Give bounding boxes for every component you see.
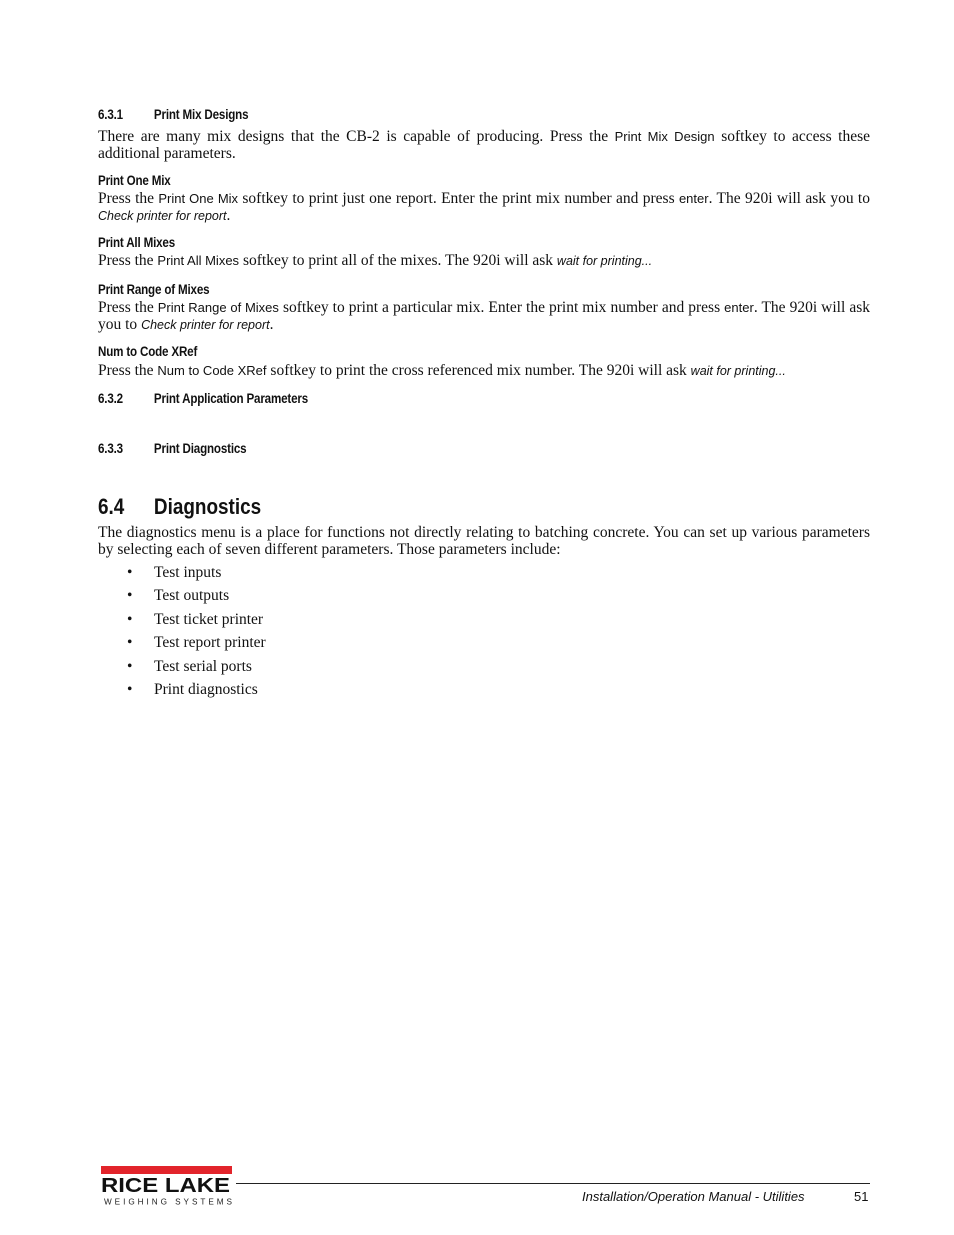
section-number: 6.3.1 <box>98 107 123 122</box>
list-item-text: Test ticket printer <box>154 610 264 628</box>
diagnostics-intro: The diagnostics menu is a place for functions not directly relating to batching concrete. You can set up various parameters by selecting each of seven different parameters. Those parameters include: <box>98 524 870 558</box>
xref-heading: Num to Code XRef <box>98 344 198 359</box>
bullet-marker: • <box>127 657 133 675</box>
bullet-marker: • <box>127 564 133 581</box>
section-6-3-2-heading <box>98 391 308 406</box>
section-number: 6.3.3 <box>98 441 123 456</box>
display-prompt: Check printer for report <box>98 209 227 223</box>
list-item <box>98 658 870 681</box>
softkey-name: Print Mix Design <box>614 129 715 144</box>
section-title: Print Application Parameters <box>153 391 309 406</box>
svg-text:RICE LAKE: RICE LAKE <box>101 1175 230 1197</box>
mix-designs-intro: There are many mix designs that the CB-2 is capable of producing. Press the Print Mix Design softkey to access these additional parameters. <box>98 128 871 162</box>
display-prompt: Check printer for report <box>141 318 270 332</box>
list-item-text: Test outputs <box>154 587 230 605</box>
print-range-text: Press the Print Range of Mixes softkey to print a particular mix. Enter the print mix number and press enter. The 920i will ask you to Check printer for report. <box>98 299 870 333</box>
list-item-text: Test inputs <box>154 564 222 581</box>
enter-key: enter <box>724 300 754 315</box>
section-6-3-1-heading <box>98 107 248 122</box>
bullet-marker: • <box>127 680 133 698</box>
xref-text: Press the Num to Code XRef softkey to print the cross referenced mix number. The 920i will ask wait for printing... <box>98 362 786 379</box>
rice-lake-logo <box>98 1163 236 1209</box>
page-number: 51 <box>854 1189 869 1204</box>
display-prompt: wait for printing... <box>556 254 653 268</box>
list-item-text: Test serial ports <box>154 657 252 675</box>
bullet-marker: • <box>127 610 133 628</box>
list-item <box>98 681 870 704</box>
list-item-text: Test report printer <box>154 634 266 652</box>
list-item <box>98 564 870 587</box>
print-one-mix-text: Press the Print One Mix softkey to print just one report. Enter the print mix number and press enter. The 920i will ask you to Check printer for report. <box>98 190 870 224</box>
section-title: Diagnostics <box>153 494 262 519</box>
section-title: Print Mix Designs <box>153 107 249 122</box>
list-item-text: Print diagnostics <box>154 680 258 698</box>
softkey-name: Print One Mix <box>158 191 239 206</box>
print-one-mix-heading: Print One Mix <box>98 173 171 188</box>
section-number: 6.3.2 <box>98 391 123 406</box>
section-number: 6.4 <box>98 494 125 519</box>
footer-rule <box>236 1183 870 1184</box>
softkey-name: Print All Mixes <box>157 253 240 268</box>
print-all-mixes-text: Press the Print All Mixes softkey to print all of the mixes. The 920i will ask wait for printing... <box>98 252 653 269</box>
bullet-marker: • <box>127 634 133 652</box>
list-item <box>98 611 870 634</box>
list-item <box>98 634 870 657</box>
print-all-mixes-heading: Print All Mixes <box>98 235 175 250</box>
softkey-name: Print Range of Mixes <box>157 300 279 315</box>
rice-lake-logo-graphic <box>98 1163 236 1209</box>
print-range-heading: Print Range of Mixes <box>98 282 210 297</box>
svg-text:WEIGHING SYSTEMS: WEIGHING SYSTEMS <box>104 1197 232 1207</box>
footer-manual-title: Installation/Operation Manual - Utilities <box>582 1189 805 1204</box>
section-6-4-heading <box>98 494 261 520</box>
softkey-name: Num to Code XRef <box>157 363 267 378</box>
enter-key: enter <box>678 191 709 206</box>
diagnostics-parameter-list <box>98 564 870 704</box>
bullet-marker: • <box>127 587 133 605</box>
display-prompt: wait for printing... <box>690 364 786 378</box>
section-6-3-3-heading <box>98 441 246 456</box>
list-item <box>98 587 870 610</box>
section-title: Print Diagnostics <box>153 441 247 456</box>
